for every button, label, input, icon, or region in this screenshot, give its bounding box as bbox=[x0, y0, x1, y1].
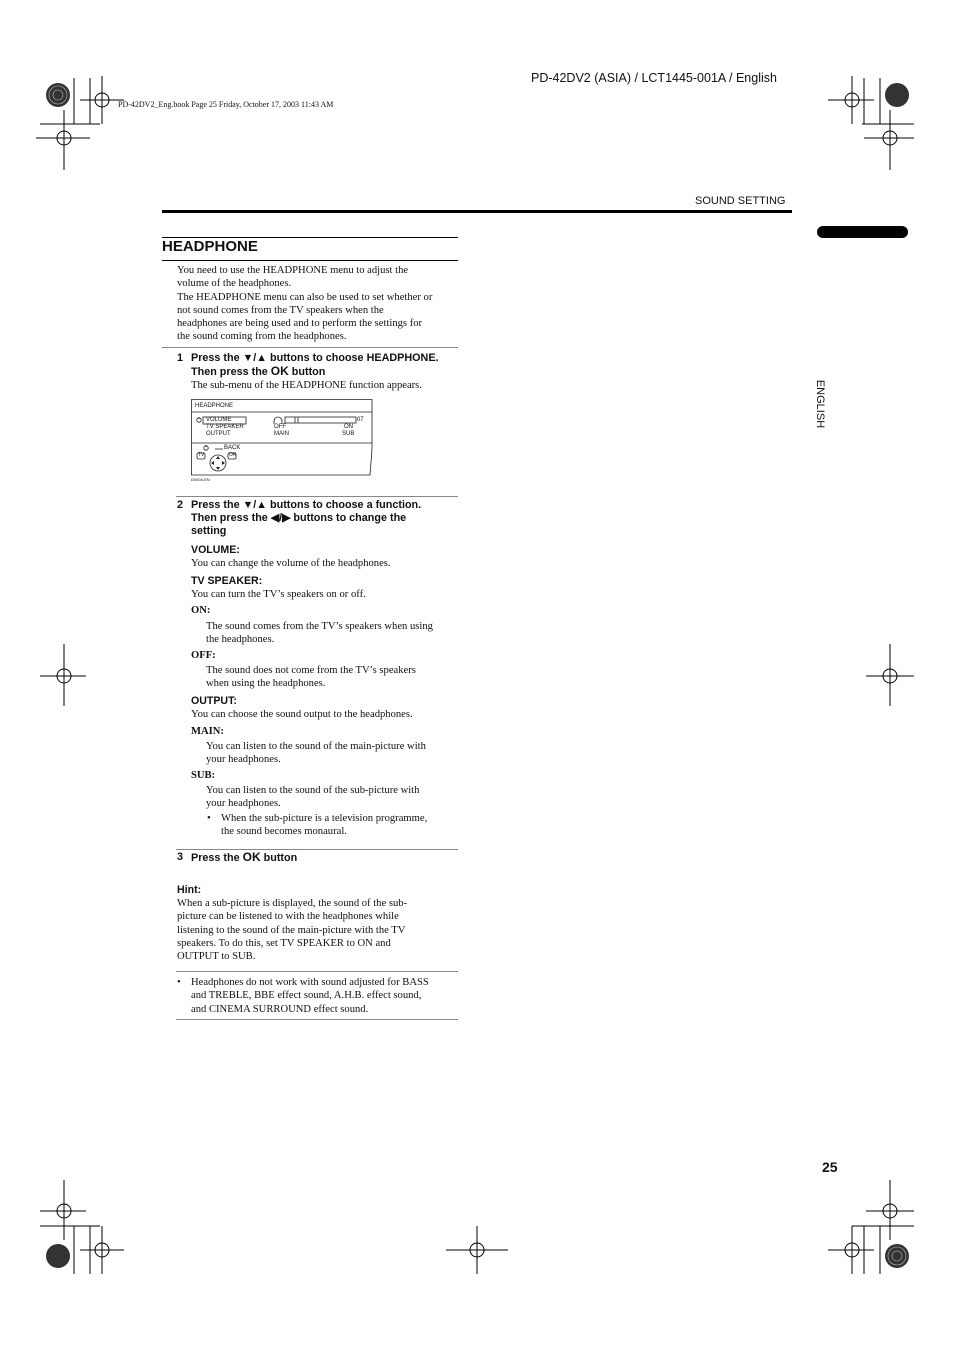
sub-description-line: your headphones. bbox=[206, 798, 281, 810]
left-right-arrow-icon: ◀/▶ bbox=[270, 512, 291, 525]
file-info: PD-42DV2_Eng.book Page 25 Friday, October 17, 2003 11:43 AM bbox=[118, 100, 334, 109]
menu-title: HEADPHONE bbox=[195, 403, 234, 409]
sub-description-line: You can listen to the sound of the sub-picture with bbox=[206, 785, 420, 796]
hint-line: listening to the sound of the main-picture with the TV bbox=[177, 924, 406, 936]
off-term: OFF: bbox=[191, 650, 216, 661]
menu-tv-speaker-on: ON bbox=[344, 424, 353, 430]
step-3-text: Press the bbox=[191, 852, 243, 864]
note-rule-top bbox=[176, 971, 458, 972]
step-3-text: button bbox=[260, 852, 298, 864]
hint-line: picture can be listened to with the headphones while bbox=[177, 911, 399, 923]
main-term: MAIN: bbox=[191, 726, 224, 737]
step-2-number: 2 bbox=[177, 499, 184, 511]
volume-term: VOLUME: bbox=[191, 544, 240, 556]
illustration-code: D0004-EN bbox=[191, 477, 210, 482]
step-2-rule bbox=[176, 849, 458, 850]
hint-line: speakers. To do this, set TV SPEAKER to ON and bbox=[177, 937, 391, 949]
menu-back-label: BACK bbox=[224, 445, 241, 451]
on-description bbox=[206, 620, 433, 647]
main-description-line: your headphones. bbox=[206, 754, 281, 766]
intro-line: the sound coming from the headphones. bbox=[177, 331, 347, 343]
down-up-arrow-icon: ▼/▲ bbox=[242, 352, 267, 364]
hint-label: Hint: bbox=[177, 884, 202, 896]
on-term: ON: bbox=[191, 605, 211, 616]
off-description-line: when using the headphones. bbox=[206, 678, 326, 690]
step-1-rule bbox=[176, 496, 458, 497]
step-1-text: Then press the bbox=[191, 366, 271, 379]
main-description-line: You can listen to the sound of the main-picture with bbox=[206, 741, 426, 752]
off-description bbox=[206, 664, 416, 691]
side-tab-bar bbox=[817, 226, 908, 238]
step-1-description: The sub-menu of the HEADPHONE function appears. bbox=[191, 380, 422, 391]
menu-tv-button-label: TV bbox=[198, 452, 205, 458]
menu-tv-speaker-off: OFF bbox=[274, 424, 286, 430]
note-line: and TREBLE, BBE effect sound, A.H.B. effect sound, bbox=[191, 990, 422, 1002]
step-2-text: Press the bbox=[191, 499, 243, 511]
headphone-menu-illustration bbox=[191, 399, 372, 482]
step-1-text: button bbox=[288, 366, 326, 379]
down-up-arrow-icon: ▼/▲ bbox=[242, 499, 267, 511]
output-term: OUTPUT: bbox=[191, 695, 237, 707]
sub-note-line: the sound becomes monaural. bbox=[221, 826, 347, 838]
step-2-text: Then press the bbox=[191, 512, 271, 525]
hint-text bbox=[177, 897, 407, 963]
menu-output-main: MAIN bbox=[274, 431, 289, 437]
ok-button-icon: OK bbox=[270, 364, 289, 379]
step-2-text: buttons to change the bbox=[290, 512, 407, 525]
hint-line: When a sub-picture is displayed, the sound of the sub- bbox=[177, 898, 408, 909]
on-description-line: the headphones. bbox=[206, 634, 275, 646]
sub-description bbox=[206, 784, 419, 811]
step-1-number: 1 bbox=[177, 352, 184, 364]
step-3-number: 3 bbox=[177, 851, 184, 863]
hint-line: OUTPUT to SUB. bbox=[177, 951, 256, 963]
volume-description: You can change the volume of the headphones. bbox=[191, 558, 391, 569]
menu-volume-value: 07 bbox=[357, 417, 364, 423]
tv-speaker-term: TV SPEAKER: bbox=[191, 575, 263, 587]
step-2-text: setting bbox=[191, 525, 227, 538]
header-rule bbox=[162, 210, 792, 213]
title-rule-bottom bbox=[162, 260, 458, 261]
note-line: and CINEMA SURROUND effect sound. bbox=[191, 1003, 369, 1015]
intro-rule bbox=[162, 347, 458, 348]
intro-text bbox=[177, 264, 462, 344]
step-2-title bbox=[191, 499, 421, 539]
note-text bbox=[191, 976, 429, 1016]
step-1-text: Press the bbox=[191, 352, 243, 364]
step-1-title bbox=[191, 352, 439, 379]
main-description bbox=[206, 740, 426, 767]
step-2-text: buttons to choose a function. bbox=[267, 499, 422, 511]
note-rule-bottom bbox=[176, 1019, 458, 1020]
menu-ok-button-label: OK bbox=[229, 452, 237, 458]
sub-term: SUB: bbox=[191, 770, 216, 781]
step-1-text: buttons to choose HEADPHONE. bbox=[267, 352, 439, 364]
output-description: You can choose the sound output to the headphones. bbox=[191, 709, 413, 720]
tv-speaker-description: You can turn the TV’s speakers on or off. bbox=[191, 589, 366, 600]
intro-line: not sound comes from the TV speakers when the bbox=[177, 304, 384, 316]
side-tab-language: ENGLISH bbox=[814, 379, 826, 429]
section-header: SOUND SETTING bbox=[695, 195, 786, 207]
step-3-title bbox=[191, 851, 297, 865]
on-description-line: The sound comes from the TV’s speakers when using bbox=[206, 621, 433, 632]
intro-line: headphones are being used and to perform the settings for bbox=[177, 318, 423, 330]
page-title: HEADPHONE bbox=[162, 238, 258, 255]
intro-line: volume of the headphones. bbox=[177, 278, 292, 290]
ok-button-icon: OK bbox=[242, 850, 261, 864]
note-line: • Headphones do not work with sound adjusted for BASS bbox=[191, 977, 429, 988]
page-number: 25 bbox=[822, 1159, 838, 1175]
off-description-line: The sound does not come from the TV’s speakers bbox=[206, 665, 416, 676]
menu-output-sub: SUB bbox=[342, 431, 355, 437]
intro-line: You need to use the HEADPHONE menu to adjust the bbox=[177, 265, 409, 276]
menu-item-volume: VOLUME bbox=[206, 417, 232, 423]
sub-note-line: • When the sub-picture is a television programme, bbox=[221, 813, 428, 824]
sub-note bbox=[221, 812, 427, 839]
menu-item-tv-speaker: TV SPEAKER bbox=[206, 424, 244, 430]
intro-line: The HEADPHONE menu can also be used to set whether or bbox=[177, 291, 433, 303]
document-code: PD-42DV2 (ASIA) / LCT1445-001A / English bbox=[531, 71, 777, 85]
menu-item-output: OUTPUT bbox=[206, 431, 231, 437]
